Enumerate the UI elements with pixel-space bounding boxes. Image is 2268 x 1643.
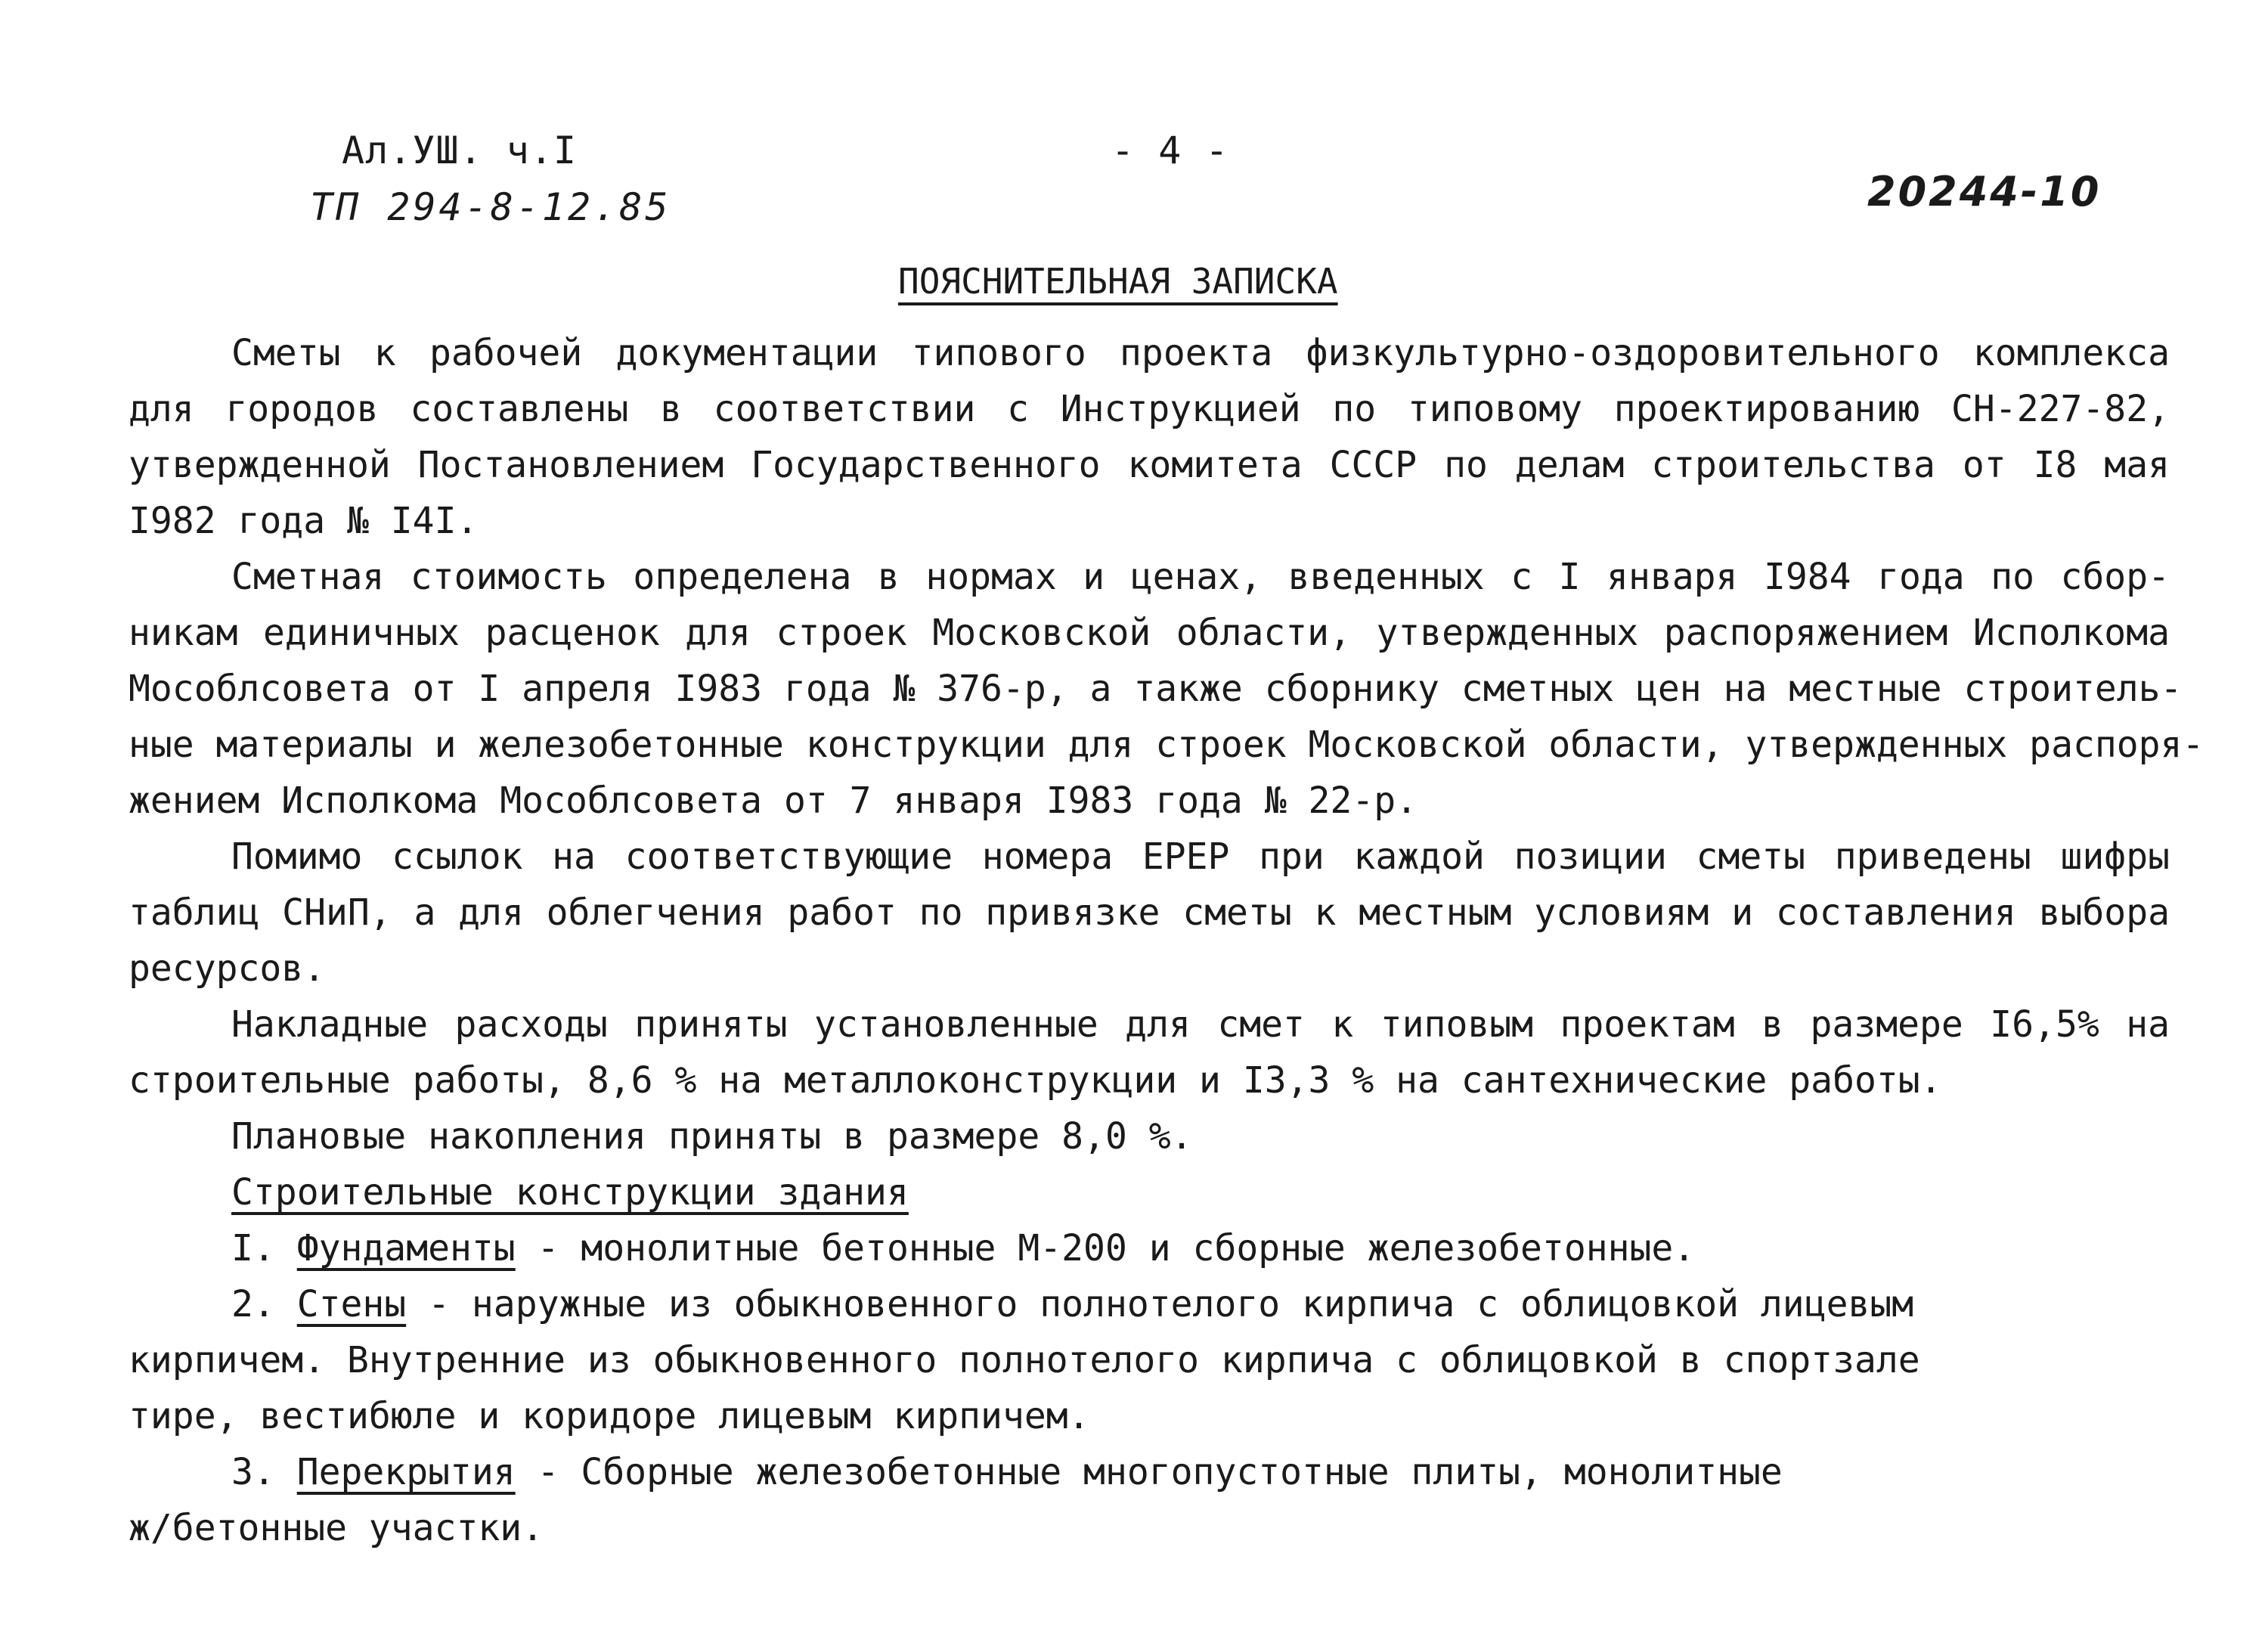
paragraph-line: Мособлсовета от I апреля I983 года № 376-р, а также сборнику сметных цен на местные строитель-: [129, 668, 2183, 710]
item-term: Перекрытия: [296, 1451, 516, 1493]
section-heading-text: Строительные конструкции здания: [231, 1171, 909, 1214]
item-walls-continuation: кирпичем. Внутренние из обыкновенного полнотелого кирпича с облицовкой в спортзале: [129, 1339, 1920, 1381]
paragraph-line: ресурсов.: [129, 947, 326, 990]
paragraph-line: Плановые накопления приняты в размере 8,0 %.: [231, 1115, 1193, 1158]
page-number: - 4 -: [1111, 129, 1229, 172]
item-number: I.: [231, 1227, 275, 1269]
item-text: - Сборные железобетонные многопустотные плиты, монолитные: [515, 1451, 1783, 1493]
item-walls-continuation: тире, вестибюле и коридоре лицевым кирпичем.: [129, 1395, 1090, 1437]
paragraph-line: Сметная стоимость определена в нормах и ценах, введенных с I января I984 года по сбор-: [231, 556, 2170, 598]
paragraph-line: строительные работы, 8,6 % на металлоконструкции и I3,3 % на сантехнические работы.: [129, 1059, 1942, 1102]
paragraph-line: жением Исполкома Мособлсовета от 7 января I983 года № 22-р.: [129, 780, 1418, 822]
paragraph-line: утвержденной Постановлением Государственного комитета СССР по делам строительства от I8 мая: [129, 444, 2170, 486]
item-number: 2.: [231, 1283, 275, 1325]
item-term: Фундаменты: [296, 1227, 516, 1269]
item-foundations: [129, 1220, 2170, 1276]
document-code: 20244-10: [1867, 168, 2102, 215]
paragraph-line: таблиц СНиП, а для облегчения работ по привязке сметы к местным условиям и составления выбора: [129, 891, 2170, 934]
paragraph-line: никам единичных расценок для строек Московской области, утвержденных распоряжением Исполкома: [129, 612, 2170, 654]
paragraph-line: Накладные расходы приняты установленные для смет к типовым проектам в размере I6,5% на: [231, 1003, 2170, 1046]
item-term: Стены: [296, 1283, 407, 1325]
album-reference: Ал.УШ. ч.I: [342, 129, 578, 172]
item-walls: [129, 1276, 2170, 1332]
document-body: [129, 325, 2204, 1556]
paragraph-line: ные материалы и железобетонные конструкции для строек Московской области, утвержденных распоря-: [129, 724, 2204, 766]
item-text: - наружные из обыкновенного полнотелого кирпича с облицовкой лицевым: [406, 1283, 1914, 1325]
paragraph-line: Помимо ссылок на соответствующие номера ЕРЕР при каждой позиции сметы приведены шифры: [231, 835, 2170, 878]
project-number: ТП 294-8-12.85: [310, 185, 671, 229]
paragraph-line: Сметы к рабочей документации типового проекта физкультурно-оздоровительного комплекса: [231, 332, 2170, 374]
document-title: ПОЯСНИТЕЛЬНАЯ ЗАПИСКА: [898, 261, 1338, 302]
item-number: 3.: [231, 1451, 275, 1493]
paragraph-line: I982 года № I4I.: [129, 500, 479, 542]
item-text: - монолитные бетонные М-200 и сборные железобетонные.: [515, 1227, 1696, 1269]
paragraph-line: для городов составлены в соответствии с Инструкцией по типовому проектированию СН-227-82,: [129, 388, 2170, 430]
section-heading: [129, 1164, 2170, 1220]
item-floors: [129, 1444, 2170, 1500]
item-floors-continuation: ж/бетонные участки.: [129, 1507, 544, 1549]
